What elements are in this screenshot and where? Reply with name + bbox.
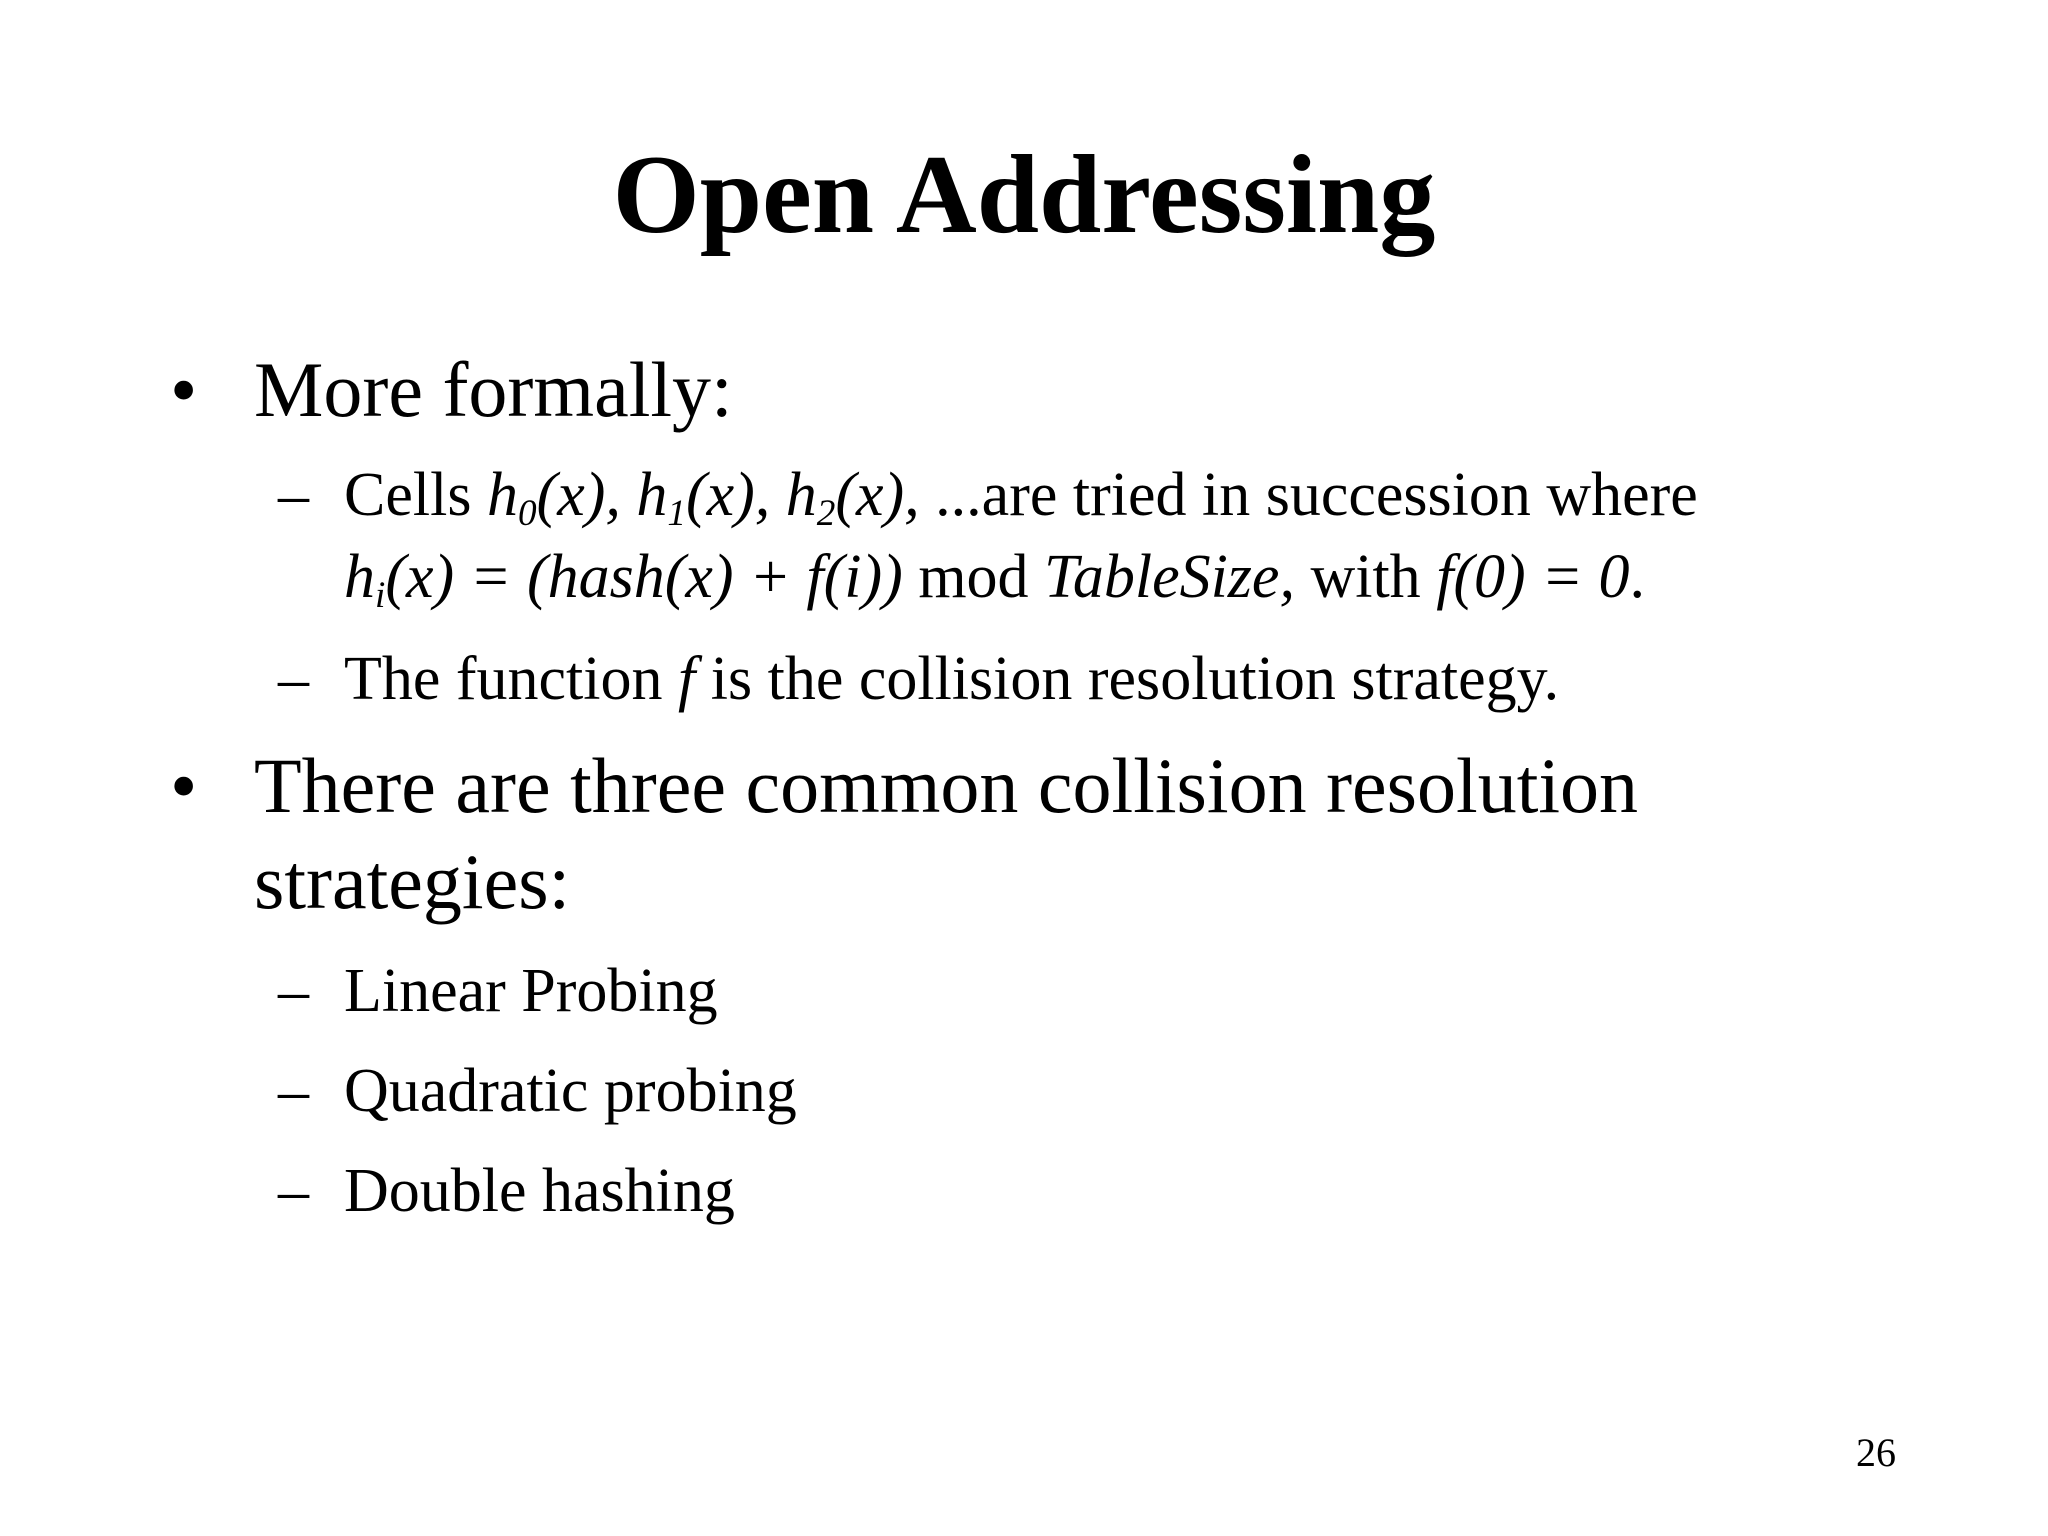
subscript: 1 (667, 493, 686, 535)
text-period: . (1629, 543, 1646, 611)
sub-item-text (344, 638, 1559, 720)
formula-arg: (x), (536, 461, 637, 529)
text-with: with (1294, 543, 1437, 611)
symbol-h: h (344, 543, 375, 611)
text-tail: ...are tried in succession where (935, 461, 1698, 529)
symbol-h: h (636, 461, 668, 529)
dash-icon: – (278, 1057, 309, 1125)
text-post: is the collision resolution strategy. (695, 645, 1560, 713)
subscript: 0 (517, 493, 537, 535)
strategy-label: Linear Probing (344, 957, 718, 1025)
formula-f0: f(0) = 0 (1436, 543, 1630, 611)
bullet-icon: • (170, 346, 198, 433)
strategy-label: Double hashing (344, 1157, 735, 1225)
subscript: 2 (816, 493, 836, 535)
bullet-text: There are three common collision resolution (254, 742, 1639, 829)
formula-arg: (x), (835, 461, 936, 529)
text-pre: The function (344, 645, 679, 713)
symbol-h: h (486, 461, 518, 529)
sub-item-text (344, 536, 1645, 618)
text-mod: mod (902, 543, 1045, 611)
bullet-icon: • (170, 742, 198, 829)
strategy-label: Quadratic probing (344, 1057, 797, 1125)
sub-item-text (344, 454, 1698, 536)
dash-icon: – (278, 645, 309, 713)
formula-expr: (x) = (hash(x) + f(i)) (385, 543, 903, 611)
page-number: 26 (1856, 1430, 1896, 1475)
text-cells: Cells (344, 461, 487, 529)
dash-icon: – (278, 957, 309, 1025)
bullet-text: strategies: (254, 838, 571, 925)
formula-f: f (678, 645, 696, 713)
dash-icon: – (278, 461, 309, 529)
subscript: i (375, 575, 386, 617)
formula-arg: (x), (685, 461, 786, 529)
bullet-text: More formally: (254, 346, 733, 433)
dash-icon: – (278, 1157, 309, 1225)
formula-h0 (486, 461, 936, 535)
symbol-h: h (785, 461, 817, 529)
formula-tablesize: TableSize, (1044, 543, 1295, 611)
formula-hi (344, 543, 903, 617)
slide-title: Open Addressing (612, 133, 1436, 257)
